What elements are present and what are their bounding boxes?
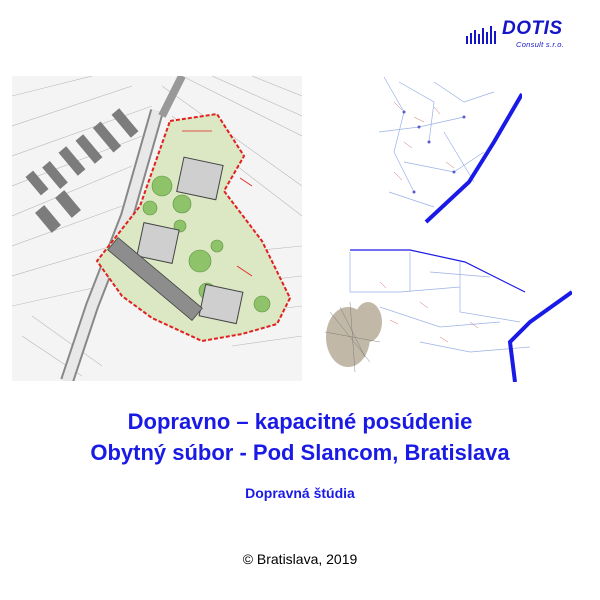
document-title-line2: Obytný súbor - Pod Slancom, Bratislava — [90, 440, 510, 465]
site-plan-map — [12, 76, 302, 381]
document-title-line1: Dopravno – kapacitné posúdenie — [127, 409, 473, 434]
dotis-logo — [466, 18, 578, 52]
copyright-text: © Bratislava, 2019 — [242, 551, 358, 567]
traffic-network-diagram-bottom — [320, 232, 572, 382]
logo-name: DOTIS — [502, 18, 563, 39]
document-subtitle: Dopravná štúdia — [245, 485, 355, 501]
logo-bars-icon — [466, 22, 500, 44]
logo-subtitle: Consult s.r.o. — [516, 40, 565, 49]
traffic-network-diagram-top — [374, 72, 522, 224]
